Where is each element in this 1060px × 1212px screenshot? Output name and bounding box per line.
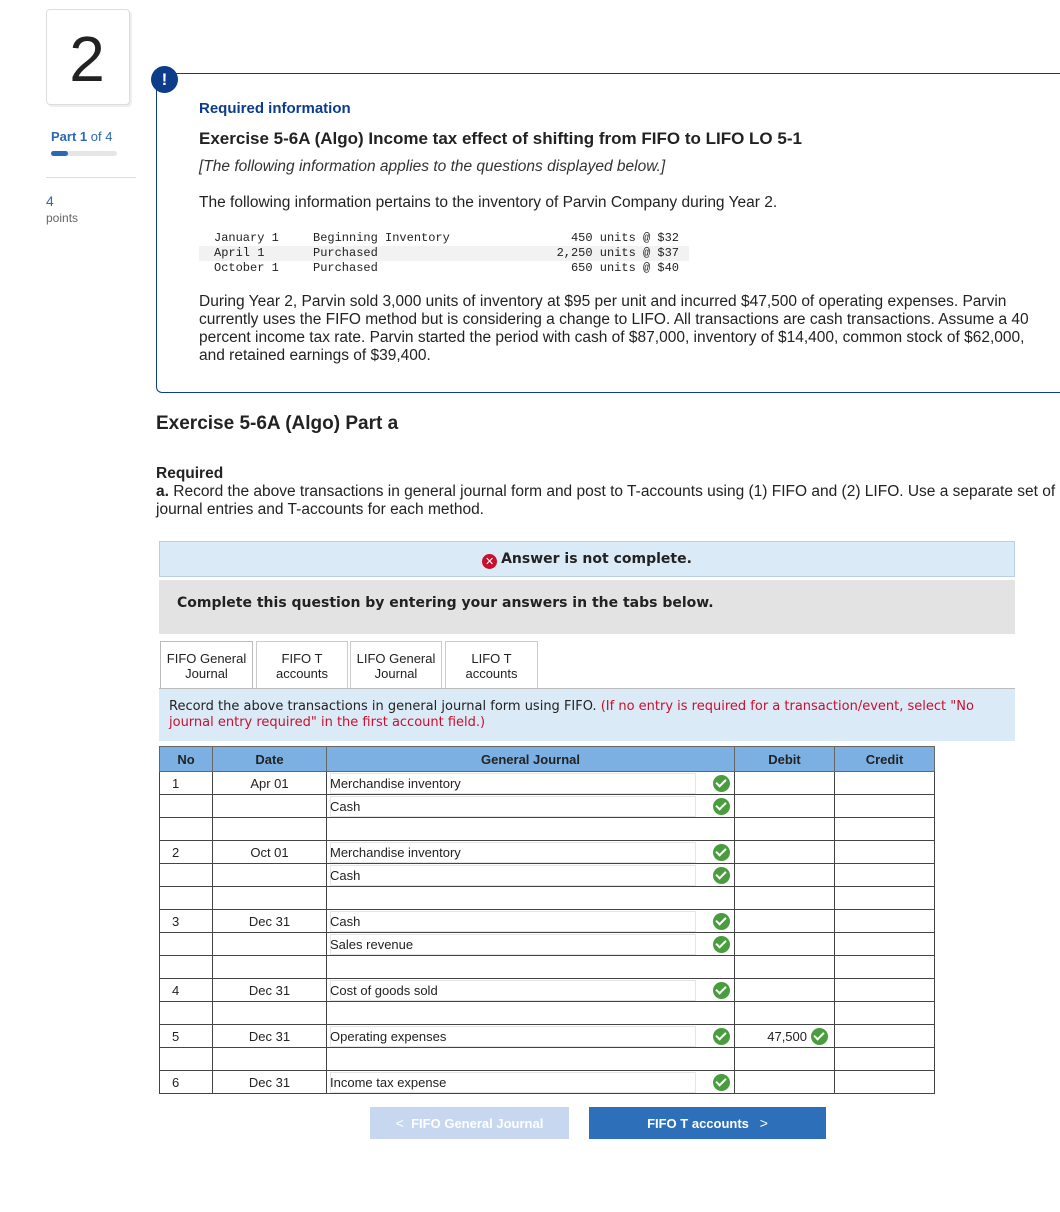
journal-account-cell: [327, 979, 735, 1002]
tab-label-line1: LIFO T: [471, 651, 512, 666]
journal-credit-field[interactable]: [835, 795, 935, 818]
col-credit: Credit: [835, 747, 935, 772]
journal-debit-field[interactable]: [735, 956, 835, 979]
journal-account-cell: [327, 1025, 735, 1048]
prev-tab-label: FIFO General Journal: [411, 1116, 544, 1131]
journal-date-field[interactable]: [213, 1048, 327, 1071]
journal-account-field[interactable]: Operating expenses: [330, 1026, 696, 1047]
inventory-date: October 1: [214, 261, 279, 275]
journal-credit-field[interactable]: [835, 1048, 935, 1071]
journal-row: [160, 956, 935, 979]
check-circle-icon: [713, 867, 730, 884]
general-journal-table: [159, 746, 935, 1094]
tab-lifo-t-accounts[interactable]: [445, 641, 538, 688]
points-label: points: [46, 211, 79, 225]
journal-debit-field[interactable]: [735, 772, 835, 795]
journal-row: [160, 1002, 935, 1025]
part-label-rest: of 4: [90, 129, 113, 144]
journal-entry-number: 4: [160, 979, 213, 1002]
col-no: No: [160, 747, 213, 772]
check-circle-icon: [713, 775, 730, 792]
chevron-left-icon: <: [395, 1115, 404, 1131]
check-circle-icon: [713, 1028, 730, 1045]
journal-account-field[interactable]: Cash: [330, 865, 696, 886]
journal-entry-number: 1: [160, 772, 213, 795]
journal-date-field[interactable]: [213, 956, 327, 979]
journal-row: [160, 1048, 935, 1071]
error-icon: ✕: [482, 554, 497, 569]
journal-account-cell: [327, 864, 735, 887]
check-circle-icon: [713, 936, 730, 953]
account-cell-inner: [330, 773, 734, 794]
exercise-intro: The following information pertains to the inventory of Parvin Company during Year 2.: [199, 194, 778, 211]
account-cell-inner: [330, 957, 734, 978]
journal-debit-field[interactable]: [735, 818, 835, 841]
inventory-desc: Purchased: [313, 261, 378, 275]
journal-account-field[interactable]: Cost of goods sold: [330, 980, 696, 1001]
journal-row: [160, 910, 935, 933]
journal-date-field[interactable]: [213, 864, 327, 887]
journal-credit-field[interactable]: [835, 979, 935, 1002]
journal-row: [160, 1025, 935, 1048]
inventory-desc: Beginning Inventory: [313, 231, 450, 245]
journal-date-field[interactable]: [213, 1002, 327, 1025]
journal-entry-number: [160, 1002, 213, 1025]
part-progress-bar: [51, 151, 117, 156]
required-letter: a.: [156, 483, 169, 500]
journal-date-field[interactable]: Dec 31: [213, 910, 327, 933]
journal-debit-field[interactable]: [735, 1002, 835, 1025]
account-cell-inner: [330, 934, 734, 955]
journal-row: [160, 841, 935, 864]
inventory-row: [199, 261, 689, 276]
account-cell-inner: [330, 865, 734, 886]
account-cell-inner: [330, 819, 734, 840]
account-cell-inner: [330, 911, 734, 932]
journal-account-field[interactable]: Merchandise inventory: [330, 773, 696, 794]
journal-account-field[interactable]: [330, 1003, 696, 1024]
tab-label-line2: Journal: [185, 666, 228, 681]
journal-header-row: [160, 747, 935, 772]
check-circle-icon: [713, 913, 730, 930]
account-cell-inner: [330, 1072, 734, 1093]
journal-debit-field[interactable]: [735, 1071, 835, 1094]
journal-account-field[interactable]: Income tax expense: [330, 1072, 696, 1093]
answer-status-text: Answer is not complete.: [501, 551, 692, 567]
part-indicator: [51, 129, 112, 144]
journal-entry-number: [160, 818, 213, 841]
journal-date-field[interactable]: Dec 31: [213, 1025, 327, 1048]
inventory-row: [199, 231, 689, 246]
check-circle-icon: [713, 982, 730, 999]
journal-date-field[interactable]: [213, 795, 327, 818]
check-circle-icon: [811, 1028, 828, 1045]
journal-date-field[interactable]: Dec 31: [213, 1071, 327, 1094]
account-cell-inner: [330, 980, 734, 1001]
journal-account-cell: [327, 795, 735, 818]
inventory-qty: 2,250 units @ $37: [513, 246, 689, 261]
journal-credit-field[interactable]: [835, 956, 935, 979]
journal-row: [160, 795, 935, 818]
journal-date-field[interactable]: [213, 887, 327, 910]
part-label-bold: Part 1: [51, 129, 88, 144]
journal-row: [160, 933, 935, 956]
journal-account-cell: [327, 956, 735, 979]
journal-body: [160, 772, 935, 1094]
account-cell-inner: [330, 888, 734, 909]
journal-account-cell: [327, 772, 735, 795]
account-cell-inner: [330, 796, 734, 817]
journal-debit-field[interactable]: [735, 887, 835, 910]
journal-account-field[interactable]: [330, 1049, 696, 1070]
journal-account-field[interactable]: Cash: [330, 796, 696, 817]
inventory-desc: Purchased: [313, 246, 513, 261]
journal-account-cell: [327, 1071, 735, 1094]
journal-account-field[interactable]: Sales revenue: [330, 934, 696, 955]
check-circle-icon: [713, 844, 730, 861]
journal-credit-field[interactable]: [835, 1071, 935, 1094]
tab-label-line2: accounts: [465, 666, 518, 681]
journal-entry-number: [160, 933, 213, 956]
journal-credit-field[interactable]: [835, 1002, 935, 1025]
journal-account-field[interactable]: [330, 888, 696, 909]
journal-debit-field[interactable]: [735, 795, 835, 818]
journal-date-field[interactable]: [213, 818, 327, 841]
alert-icon: !: [151, 66, 178, 93]
journal-credit-field[interactable]: [835, 1025, 935, 1048]
chevron-right-icon: >: [759, 1115, 768, 1131]
journal-account-cell: [327, 933, 735, 956]
journal-row: [160, 772, 935, 795]
journal-account-field[interactable]: [330, 819, 696, 840]
account-cell-inner: [330, 1026, 734, 1047]
journal-account-field[interactable]: [330, 957, 696, 978]
journal-account-cell: [327, 818, 735, 841]
tab-fifo-t-accounts[interactable]: [256, 641, 348, 688]
journal-credit-field[interactable]: [835, 841, 935, 864]
tab-label-line1: FIFO General: [166, 651, 247, 666]
required-body: Record the above transactions in general journal form and post to T-accounts using (1) FIFO and (2) LIFO. Use a separate set of journal entries and T-accounts for each method.: [156, 483, 1056, 518]
journal-row: [160, 979, 935, 1002]
journal-debit-field[interactable]: [735, 1025, 835, 1048]
debit-value: 47,500: [767, 1028, 807, 1044]
points-value: 4: [46, 193, 54, 209]
col-general-journal: General Journal: [327, 747, 735, 772]
instructions-main: Record the above transactions in general journal form using FIFO.: [169, 699, 597, 714]
journal-date-field[interactable]: Apr 01: [213, 772, 327, 795]
journal-debit-field[interactable]: [735, 841, 835, 864]
journal-account-field[interactable]: Merchandise inventory: [330, 842, 696, 863]
inventory-date: January 1: [214, 231, 279, 245]
journal-entry-number: 6: [160, 1071, 213, 1094]
journal-account-cell: [327, 887, 735, 910]
tab-fifo-general-journal[interactable]: [160, 641, 253, 689]
prev-tab-button[interactable]: [370, 1107, 569, 1139]
tab-label-line2: accounts: [275, 666, 329, 681]
journal-entry-number: [160, 795, 213, 818]
journal-entry-number: [160, 864, 213, 887]
journal-credit-field[interactable]: [835, 933, 935, 956]
journal-entry-number: 2: [160, 841, 213, 864]
check-circle-icon: [713, 1074, 730, 1091]
col-debit: Debit: [735, 747, 835, 772]
check-circle-icon: [713, 798, 730, 815]
journal-credit-field[interactable]: [835, 910, 935, 933]
journal-credit-field[interactable]: [835, 772, 935, 795]
account-cell-inner: [330, 1049, 734, 1070]
journal-entry-number: 3: [160, 910, 213, 933]
journal-entry-number: [160, 887, 213, 910]
question-number-card: [46, 9, 130, 105]
journal-date-field[interactable]: Dec 31: [213, 979, 327, 1002]
question-number: 2: [69, 23, 105, 95]
tab-label-line2: Journal: [374, 666, 418, 681]
journal-entry-number: [160, 1048, 213, 1071]
instructions-note: (If no entry is required for a transaction/event, select "No journal entry required" in the first account field.): [169, 699, 974, 730]
next-tab-button[interactable]: [589, 1107, 826, 1139]
journal-account-cell: [327, 1002, 735, 1025]
required-text: [156, 483, 1060, 519]
inventory-table: [199, 231, 689, 276]
journal-row: [160, 887, 935, 910]
tab-lifo-general-journal[interactable]: [350, 641, 442, 688]
inventory-qty: 650 units @ $40: [570, 261, 679, 275]
journal-debit-field[interactable]: [735, 979, 835, 1002]
journal-row: [160, 864, 935, 887]
required-info-heading: Required information: [199, 100, 351, 117]
journal-row: [160, 818, 935, 841]
journal-credit-field[interactable]: [835, 818, 935, 841]
rail-divider: [46, 177, 136, 178]
exercise-note: [The following information applies to the questions displayed below.]: [199, 158, 666, 175]
col-date: Date: [213, 747, 327, 772]
answer-status-banner: [159, 541, 1015, 577]
part-progress-fill: [51, 151, 68, 156]
complete-prompt-text: Complete this question by entering your answers in the tabs below.: [177, 595, 714, 611]
complete-prompt-box: [159, 580, 1015, 634]
instructions-box: [159, 689, 1015, 741]
inventory-date: April 1: [199, 246, 313, 261]
exercise-title: Exercise 5-6A (Algo) Income tax effect of shifting from FIFO to LIFO LO 5-1: [199, 129, 802, 148]
journal-account-cell: [327, 1048, 735, 1071]
journal-date-field[interactable]: Oct 01: [213, 841, 327, 864]
account-cell-inner: [330, 842, 734, 863]
tab-label-line1: LIFO General: [356, 651, 436, 666]
journal-account-cell: [327, 910, 735, 933]
required-heading: Required: [156, 465, 224, 482]
journal-account-field[interactable]: Cash: [330, 911, 696, 932]
journal-credit-field[interactable]: [835, 887, 935, 910]
journal-debit-field[interactable]: [735, 864, 835, 887]
journal-credit-field[interactable]: [835, 864, 935, 887]
journal-debit-field[interactable]: [735, 1048, 835, 1071]
journal-entry-number: 5: [160, 1025, 213, 1048]
tab-label-line1: FIFO T: [281, 651, 323, 666]
exercise-paragraph: During Year 2, Parvin sold 3,000 units of inventory at $95 per unit and incurred $47,500 of operating expenses. Parvin currently uses the FIFO method but is considering a change to LIFO. All transactions are cash transactions. Assume a 40 percent income tax rate. Parvin started the period with cash of $87,000, inventory of $14,400, common stock of $62,000, and retained earnings of $39,400.: [199, 293, 1029, 364]
account-cell-inner: [330, 1003, 734, 1024]
journal-date-field[interactable]: [213, 933, 327, 956]
inventory-qty: 450 units @ $32: [570, 231, 679, 245]
journal-row: [160, 1071, 935, 1094]
inventory-row: [199, 246, 689, 261]
journal-debit-field[interactable]: [735, 933, 835, 956]
journal-entry-number: [160, 956, 213, 979]
debit-value-wrap: [767, 1028, 828, 1045]
journal-account-cell: [327, 841, 735, 864]
next-tab-label: FIFO T accounts: [647, 1116, 749, 1131]
part-title: Exercise 5-6A (Algo) Part a: [156, 413, 399, 434]
journal-debit-field[interactable]: [735, 910, 835, 933]
